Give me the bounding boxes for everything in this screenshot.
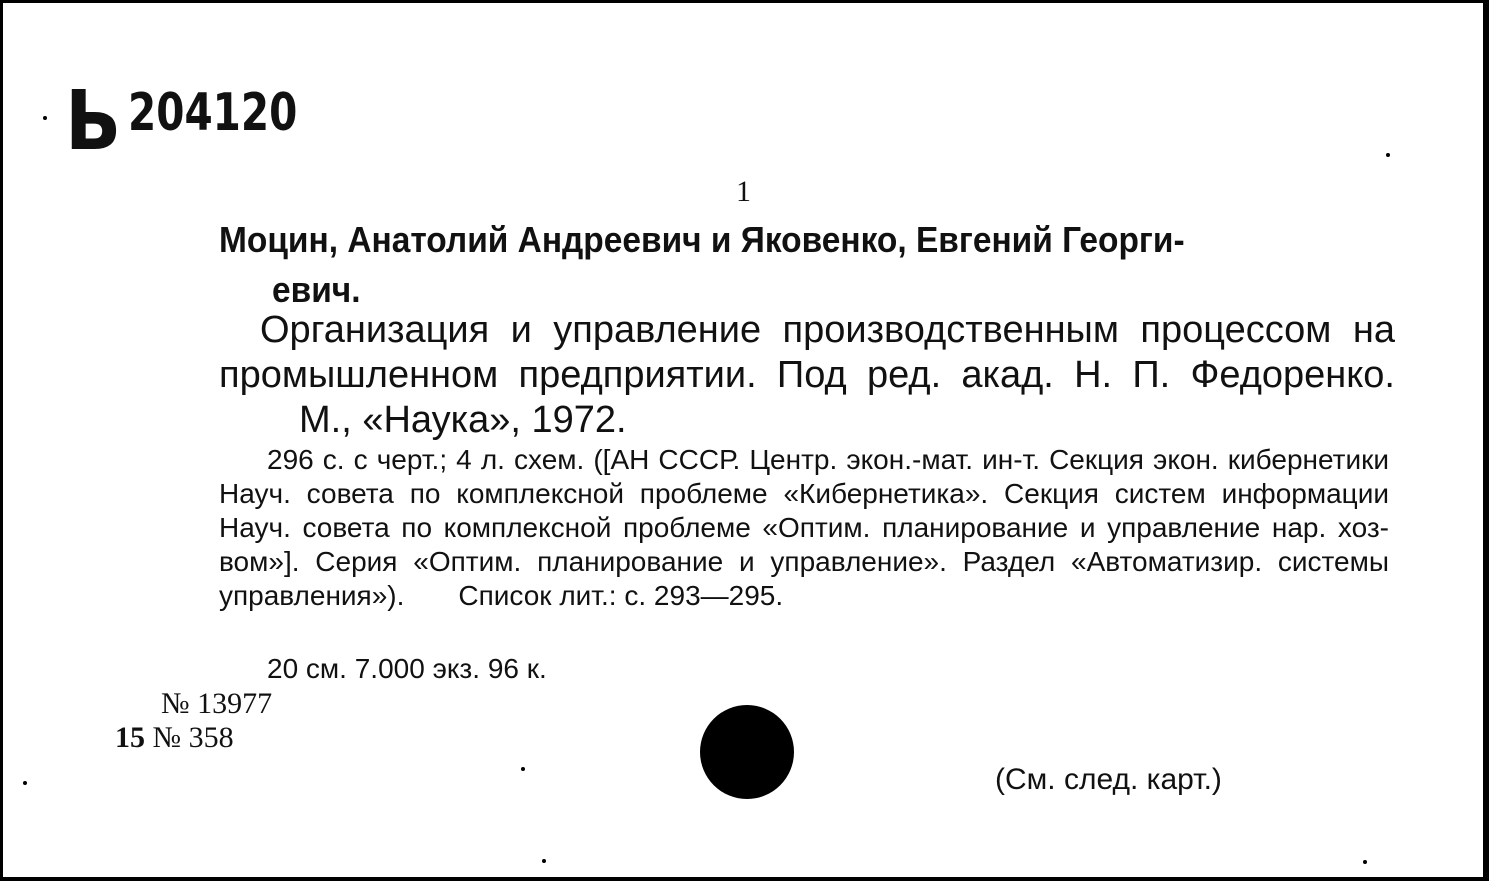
description-series: 296 с. с черт.; 4 л. схем. ([АН СССР. Центр. экон.-мат. ин-т. Секция экон. кибернетики Науч. совета по комплексной проблеме «Кибернетика». Секция систем информации Науч. совета по комплексной проблеме «Оптим. планирование и управление нар. хоз-вом»]. Серия «Оптим. планирование и управление». Раздел «Автоматизир. системы управления»). bbox=[219, 444, 1389, 611]
description-bibliography: Список лит.: с. 293—295. bbox=[458, 580, 784, 611]
scan-speck bbox=[43, 116, 47, 120]
authors-line-1: Моцин, Анатолий Андреевич и Яковенко, Евгений Георги- bbox=[219, 219, 1185, 260]
accession-number: № 358 bbox=[152, 721, 234, 754]
book-title: Организация и управление производственным процессом на промышленном предприятии. Под ред. акад. Н. П. Федоренко. bbox=[219, 309, 1395, 396]
authors-line-2: евич. bbox=[272, 269, 361, 310]
title-block bbox=[219, 308, 1395, 443]
punch-hole-icon bbox=[700, 705, 794, 799]
imprint: М., «Наука», 1972. bbox=[299, 399, 627, 441]
shelfmark-number: 204120 bbox=[127, 83, 297, 143]
scan-speck bbox=[1363, 860, 1367, 864]
scan-speck bbox=[542, 859, 546, 863]
scan-speck bbox=[23, 781, 27, 785]
accession-number-2 bbox=[115, 721, 234, 755]
card-index: 1 bbox=[736, 175, 751, 208]
format-line: 20 см. 7.000 экз. 96 к. bbox=[267, 653, 547, 684]
accession-number-1: № 13977 bbox=[161, 687, 273, 720]
scan-speck bbox=[1386, 153, 1390, 157]
physical-description bbox=[219, 443, 1389, 613]
shelfmark bbox=[65, 73, 345, 169]
shelfmark-letter: Ь bbox=[65, 74, 120, 169]
authors-heading bbox=[219, 215, 1316, 315]
continued-note: (См. след. карт.) bbox=[995, 763, 1222, 796]
scan-speck bbox=[521, 767, 525, 771]
accession-prefix: 15 bbox=[115, 721, 145, 754]
